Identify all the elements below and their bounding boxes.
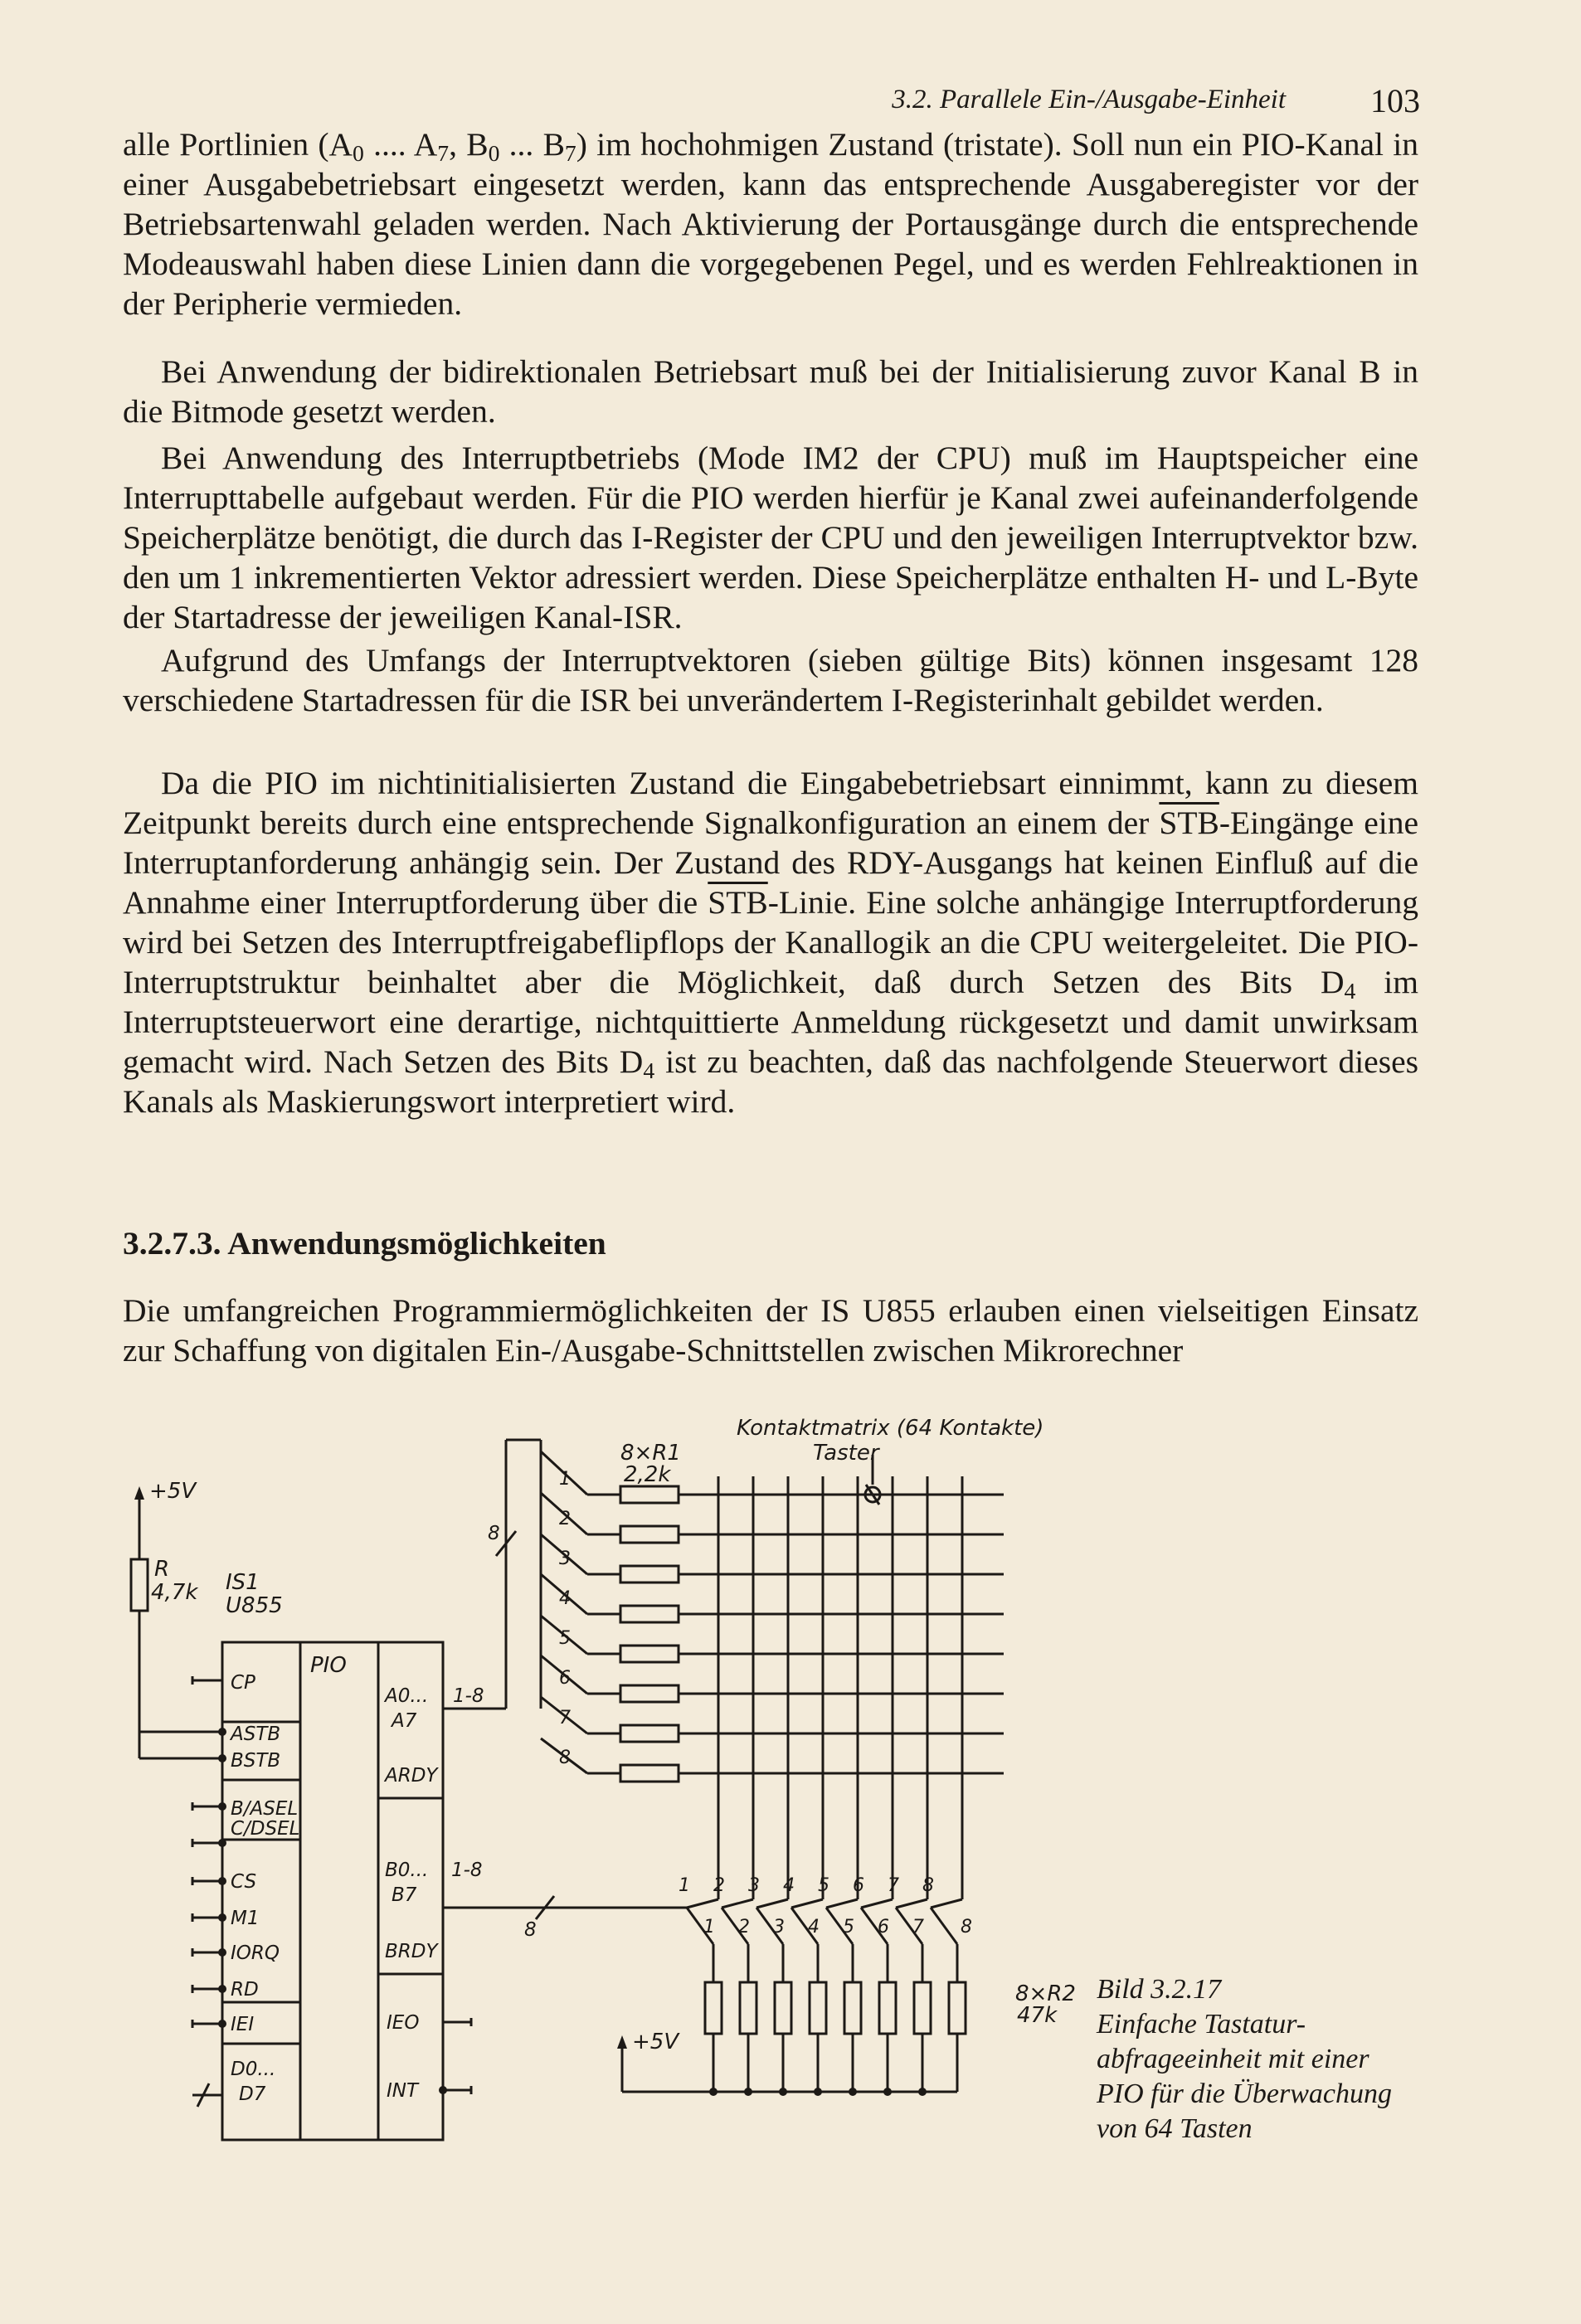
pin-iorq: IORQ [231, 1942, 280, 1964]
pin-d7: D7 [239, 2083, 266, 2105]
running-header [0, 81, 1581, 124]
col-number-5: 5 [818, 1875, 829, 1896]
pin-astb: ASTB [231, 1724, 281, 1745]
int-label: INT [387, 2080, 419, 2102]
r2-number-3: 3 [773, 1917, 785, 1937]
ardy-label: ARDY [385, 1765, 438, 1787]
pin-m1: M1 [231, 1908, 260, 1929]
paragraph-6: Die umfangreichen Programmiermöglichkeiten der IS U855 erlauben einen vielseitigen Einsatz zur Schaffung von digitalen Ein-/Ausgabe-Schnittstellen zwischen Mikrorechner [123, 1292, 1418, 1369]
r2-number-8: 8 [961, 1917, 972, 1937]
paragraph-5: Da die PIO im nichtinitialisierten Zustand die Eingabebetriebsart einnimmt, kann zu diesem Zeitpunkt bereits durch eine entsprechende Signalkonfiguration an einem der $\overline{STB}$-Eingänge eine Interruptanforderung anhängig sein. Der Zustand des RDY-Ausgangs hat keinen Einfluß auf die Annahme einer Interruptforderung über die $\overline{STB}$-Linie. Eine solche anhängige Interruptforderung wird bei Setzen des Interruptfreigabeflipflops der Kanallogik an die CPU weitergeleitet. Die PIO-Interruptstruktur beinhaltet aber die Möglichkeit, daß durch Setzen des Bits $D_4$ im Interruptsteuerwort eine derartige, nichtquittierte Anmeldung rückgesetzt und damit unwirksam gemacht wird. Nach Setzen des Bits $D_4$ ist zu beachten, daß das nachfolgende Steuerwort dieses Kanals als Maskierungswort interpretiert wird. [123, 765, 1418, 1120]
col-number-6: 6 [853, 1875, 864, 1896]
key-label: Taster [813, 1441, 879, 1466]
brdy-label: BRDY [385, 1941, 438, 1962]
port-b-bus: 1-8 [451, 1860, 483, 1881]
figure-caption [1097, 1972, 1428, 2147]
supply-label-bottom: +5V [632, 2030, 679, 2054]
row-number-5: 5 [559, 1628, 571, 1649]
port-a-label2: A7 [392, 1710, 417, 1732]
chip-type: U855 [226, 1593, 283, 1618]
pin-c-dsel: C/DSEL [231, 1818, 300, 1840]
caption-line-4: von 64 Tasten [1097, 2113, 1253, 2144]
paragraph-1: alle Portlinien ($A_0$ .... $A_7$, $B_0$ ... $B_7$) im hochohmigen Zustand (tristate). Soll nun ein PIO-Kanal in einer Ausgabebetriebsart eingesetzt werden, kann das entsprechende Ausgaberegister vor der Betriebsartenwahl geladen werden. Nach Aktivierung der Portausgänge durch die entsprechende Modeauswahl haben diese Linien dann die vorgegebenen Pegel, und es werden Fehlreaktionen in der Peripherie vermieden. [123, 126, 1418, 322]
r1-value: 2,2k [624, 1462, 671, 1487]
col-number-7: 7 [888, 1875, 899, 1896]
row-number-3: 3 [559, 1549, 571, 1569]
r2-number-1: 1 [703, 1917, 715, 1937]
col-number-1: 1 [679, 1875, 690, 1896]
col-number-8: 8 [922, 1875, 934, 1896]
caption-line-3: PIO für die Überwachung [1097, 2078, 1393, 2109]
pin-iei: IEI [231, 2014, 255, 2035]
caption-line-2: abfrageeinheit mit einer [1097, 2044, 1369, 2074]
paragraph-2: Bei Anwendung der bidirektionalen Betriebsart muß bei der Initialisierung zuvor Kanal B in die Bitmode gesetzt werden. [123, 353, 1418, 430]
r2-number-6: 6 [878, 1917, 889, 1937]
chip-name: PIO [310, 1653, 347, 1678]
pin-bstb: BSTB [231, 1750, 281, 1772]
r2-number-2: 2 [738, 1917, 750, 1937]
pin-b-asel: B/ASEL [231, 1798, 299, 1820]
r2-count: 8×R2 [1015, 1981, 1076, 2006]
r2-number-7: 7 [912, 1917, 924, 1937]
port-b-label: B0... [385, 1860, 429, 1881]
pin-d0: D0... [231, 2059, 276, 2080]
resistor-value: 4,7k [151, 1580, 198, 1605]
pin-cp: CP [231, 1672, 255, 1694]
section-heading: 3.2.7.3. Anwendungsmöglichkeiten [123, 1225, 606, 1262]
row-number-6: 6 [559, 1668, 571, 1689]
caption-title: Bild 3.2.17 [1097, 1974, 1222, 2005]
paragraph-4: Aufgrund des Umfangs der Interruptvektoren (sieben gültige Bits) können insgesamt 128 verschiedene Startadressen für die ISR bei unverändertem I-Registerinhalt gebildet werden. [123, 642, 1418, 718]
col-number-3: 3 [748, 1875, 760, 1896]
bus-a-width: 8 [488, 1523, 500, 1544]
supply-label-left: +5V [149, 1479, 197, 1504]
ieo-label: IEO [387, 2012, 420, 2034]
r2-value: 47k [1017, 2003, 1058, 2028]
col-number-2: 2 [713, 1875, 725, 1896]
row-number-7: 7 [559, 1708, 571, 1728]
pin-cs: CS [231, 1871, 257, 1893]
port-b-label2: B7 [392, 1884, 417, 1906]
row-number-2: 2 [559, 1509, 571, 1529]
section-title: 3.2. Parallele Ein-/Ausgabe-Einheit [892, 85, 1286, 114]
port-a-label: A0... [385, 1685, 429, 1707]
r1-count: 8×R1 [620, 1441, 681, 1466]
pin-rd: RD [231, 1979, 259, 2001]
caption-line-1: Einfache Tastatur- [1097, 2009, 1306, 2040]
r2-number-4: 4 [808, 1917, 820, 1937]
bus-b-width: 8 [524, 1919, 537, 1941]
page-number: 103 [1370, 82, 1420, 119]
row-number-1: 1 [559, 1469, 571, 1490]
row-number-4: 4 [559, 1588, 571, 1609]
paragraph-3: Bei Anwendung des Interruptbetriebs (Mode IM2 der CPU) muß im Hauptspeicher eine Interrupttabelle aufgebaut werden. Für die PIO werden hierfür je Kanal zwei aufeinanderfolgende Speicherplätze benötigt, die durch das I-Register der CPU und den jeweiligen Interruptvektor bzw. den um 1 inkrementierten Vektor adressiert werden. Diese Speicherplätze enthalten H- und L-Byte der Startadresse der jeweiligen Kanal-ISR. [123, 440, 1418, 635]
row-number-8: 8 [559, 1748, 571, 1768]
port-a-bus: 1-8 [453, 1685, 484, 1707]
matrix-title: Kontaktmatrix (64 Kontakte) [737, 1416, 1044, 1441]
chip-label: IS1 [226, 1570, 260, 1595]
resistor-label: R [154, 1557, 170, 1582]
r2-number-5: 5 [843, 1917, 854, 1937]
col-number-4: 4 [783, 1875, 795, 1896]
